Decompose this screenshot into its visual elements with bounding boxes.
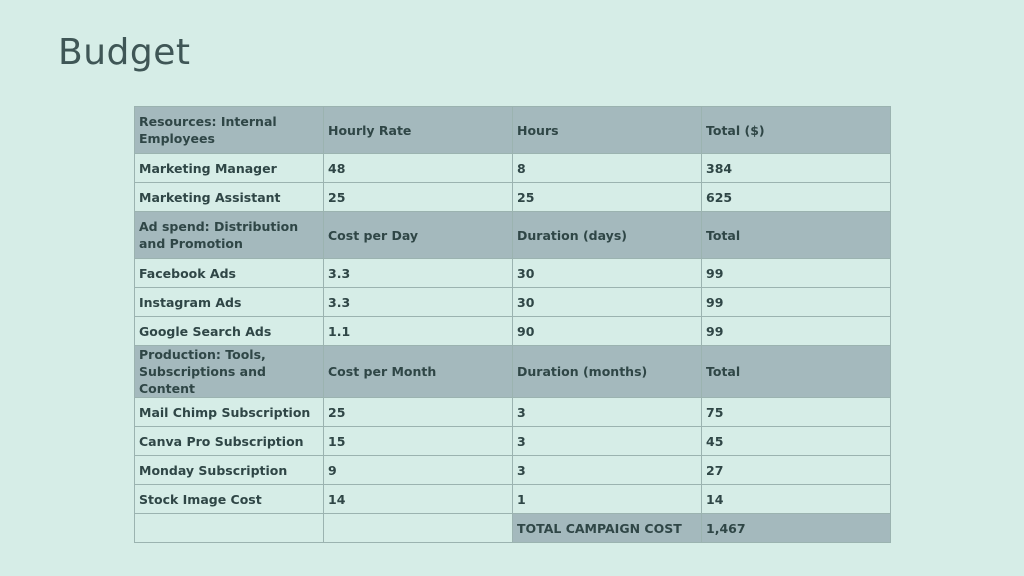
table-row xyxy=(135,288,891,317)
table-cell: 1 xyxy=(513,485,702,514)
table-cell: Monday Subscription xyxy=(135,456,324,485)
table-cell: 99 xyxy=(702,259,891,288)
slide-title: Budget xyxy=(58,32,191,73)
table-cell: 90 xyxy=(513,317,702,346)
table-cell: 48 xyxy=(324,154,513,183)
total-value: 1,467 xyxy=(702,514,891,543)
table-cell: 3.3 xyxy=(324,259,513,288)
header-cell: Duration (months) xyxy=(513,346,702,398)
table-row xyxy=(135,398,891,427)
table-row xyxy=(135,154,891,183)
table-section-header xyxy=(135,107,891,154)
table-cell: Facebook Ads xyxy=(135,259,324,288)
table-section-header xyxy=(135,346,891,398)
header-cell: Total xyxy=(702,212,891,259)
header-cell: Hours xyxy=(513,107,702,154)
table-cell-empty xyxy=(135,514,324,543)
table-cell: 14 xyxy=(324,485,513,514)
header-cell: Total ($) xyxy=(702,107,891,154)
table-cell: 3 xyxy=(513,456,702,485)
header-cell: Hourly Rate xyxy=(324,107,513,154)
table-cell: 99 xyxy=(702,288,891,317)
table-cell: 14 xyxy=(702,485,891,514)
header-cell: Production: Tools, Subscriptions and Content xyxy=(135,346,324,398)
table-cell: 625 xyxy=(702,183,891,212)
table-row xyxy=(135,485,891,514)
table-cell: 25 xyxy=(324,183,513,212)
header-cell: Duration (days) xyxy=(513,212,702,259)
table-cell: 3 xyxy=(513,427,702,456)
table-row xyxy=(135,427,891,456)
table-cell: 25 xyxy=(324,398,513,427)
table-cell: Canva Pro Subscription xyxy=(135,427,324,456)
table-cell-empty xyxy=(324,514,513,543)
table-cell: 384 xyxy=(702,154,891,183)
header-cell: Cost per Day xyxy=(324,212,513,259)
total-label: TOTAL CAMPAIGN COST xyxy=(513,514,702,543)
table-cell: Instagram Ads xyxy=(135,288,324,317)
table-section-header xyxy=(135,212,891,259)
table-cell: 3 xyxy=(513,398,702,427)
table-cell: 8 xyxy=(513,154,702,183)
table-cell: Stock Image Cost xyxy=(135,485,324,514)
budget-table xyxy=(134,106,891,543)
header-cell: Cost per Month xyxy=(324,346,513,398)
table-cell: 30 xyxy=(513,259,702,288)
table-cell: 27 xyxy=(702,456,891,485)
table-cell: 45 xyxy=(702,427,891,456)
table-cell: Marketing Manager xyxy=(135,154,324,183)
table-row xyxy=(135,183,891,212)
table-cell: 75 xyxy=(702,398,891,427)
table-cell: 25 xyxy=(513,183,702,212)
table-cell: Marketing Assistant xyxy=(135,183,324,212)
table-cell: Google Search Ads xyxy=(135,317,324,346)
table-cell: 3.3 xyxy=(324,288,513,317)
header-cell: Ad spend: Distribution and Promotion xyxy=(135,212,324,259)
header-cell: Total xyxy=(702,346,891,398)
total-row xyxy=(135,514,891,543)
table-row xyxy=(135,317,891,346)
table-cell: 1.1 xyxy=(324,317,513,346)
table-cell: 30 xyxy=(513,288,702,317)
table-row xyxy=(135,259,891,288)
table-cell: Mail Chimp Subscription xyxy=(135,398,324,427)
table-row xyxy=(135,456,891,485)
header-cell: Resources: Internal Employees xyxy=(135,107,324,154)
table-cell: 15 xyxy=(324,427,513,456)
table-cell: 99 xyxy=(702,317,891,346)
table-cell: 9 xyxy=(324,456,513,485)
